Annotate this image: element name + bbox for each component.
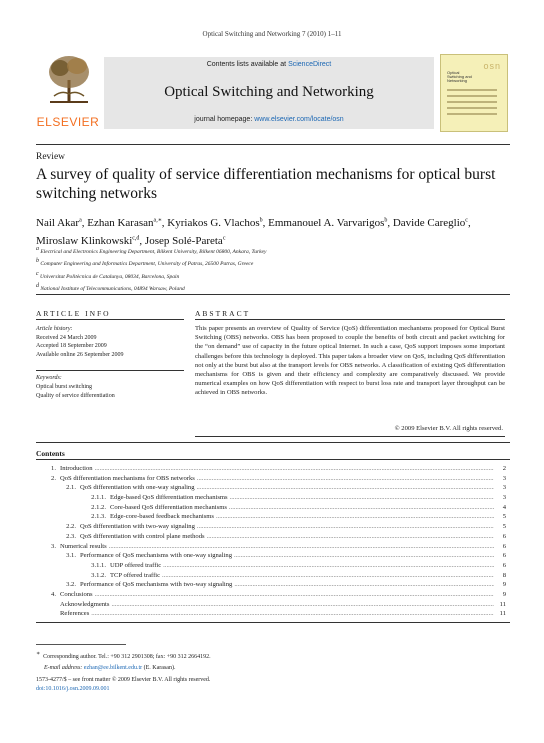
toc-leader [162, 572, 494, 579]
cover-title: Optical Switching and Networking [447, 70, 472, 83]
doi-link[interactable]: doi:10.1016/j.osn.2009.09.001 [36, 686, 110, 692]
affiliation [36, 257, 506, 269]
toc-page-number: 5 [502, 523, 506, 531]
toc-title: QoS differentiation with control plane methods [80, 532, 205, 540]
toc-title: QoS differentiation with two-way signaling [80, 523, 195, 531]
sciencedirect-link[interactable]: ScienceDirect [288, 61, 332, 68]
toc-leader [197, 484, 494, 491]
toc-number: 2.1.3. [91, 513, 106, 521]
keyword: Optical burst switching [36, 384, 92, 390]
toc-number: 3. [51, 542, 56, 550]
author-name: Kyriakos G. Vlachos [167, 216, 260, 229]
article-title: A survey of quality of service differentiation mechanisms for optical burst switching networks [36, 166, 496, 202]
author-name: Miroslaw Klinkowski [36, 235, 133, 248]
divider [36, 294, 510, 295]
divider [36, 442, 510, 443]
toc-leader [230, 494, 494, 501]
toc-page-number: 5 [502, 513, 506, 521]
author-affiliation-mark: c [222, 235, 226, 242]
toc-entry[interactable] [36, 601, 506, 611]
corresponding-author [36, 649, 506, 663]
author-affiliation-mark: a [79, 217, 82, 223]
toc-entry[interactable] [36, 610, 506, 620]
author: Kyriakos G. Vlachos$^b$, [167, 216, 269, 229]
toc-leader [216, 513, 494, 520]
affiliation [36, 270, 506, 282]
elsevier-tree-icon [44, 52, 94, 106]
toc-number: 2. [51, 474, 56, 482]
author-affiliation-mark: b [259, 217, 263, 223]
toc-entry[interactable] [36, 562, 506, 572]
toc-entry[interactable] [36, 591, 506, 601]
affiliation [36, 245, 506, 257]
author-name: Emmanouel A. Varvarigos [268, 216, 385, 229]
author-affiliation-mark: a,∗ [153, 217, 162, 223]
divider [195, 319, 505, 320]
author-affiliation-mark: b [384, 217, 388, 223]
author-name: Ezhan Karasan [87, 216, 154, 229]
author-affiliation-mark: c [465, 217, 468, 223]
author: Davide Careglio$^c$, [392, 216, 471, 229]
toc-page-number: 11 [499, 610, 506, 618]
toc-page-number: 2 [502, 465, 506, 472]
affiliations [36, 245, 506, 294]
affiliation-text: National Institute of Telecommunications, 04894 Warsaw, Poland [39, 285, 185, 292]
toc-leader [111, 601, 494, 608]
affiliation-text: Universitat Politècnica de Catalunya, 08034, Barcelona, Spain [38, 273, 180, 280]
toc-title: Numerical results [60, 542, 107, 550]
email-link[interactable]: ezhan@ee.bilkent.edu.tr [83, 665, 143, 671]
history-received: Received 24 March 2009 [36, 334, 97, 341]
toc-page-number: 9 [502, 581, 506, 589]
toc-number: 3.1.2. [91, 571, 106, 579]
toc-title: Edge-based QoS differentiation mechanisms [110, 494, 228, 502]
footnote-rule [36, 644, 126, 645]
toc-page-number: 4 [502, 503, 506, 511]
toc-number: 2.1.2. [91, 503, 106, 511]
toc-leader [163, 562, 494, 569]
toc-number: 1. [51, 465, 56, 472]
divider [195, 436, 505, 437]
toc-number: 2.1. [66, 484, 76, 492]
author: Emmanouel A. Varvarigos$^b$, [268, 216, 393, 229]
toc-entry[interactable] [36, 475, 506, 485]
author-list [36, 212, 506, 249]
toc-number: 2.2. [66, 523, 76, 531]
divider [36, 144, 510, 145]
affiliation-mark: d [36, 282, 39, 289]
running-header: Optical Switching and Networking 7 (2010) 1–11 [202, 30, 342, 38]
article-type: Review [36, 152, 66, 162]
abstract-text: This paper presents an overview of Quality of Service (QoS) differentiation mechanisms proposed for Optical Burst Switching (OBS) networks. OBS has been proposed to couple the benefits of both circuit and packet switching for the “on demand” use of capacity in the future optical Internet. In such a case, QoS support imposes some important challenges before this technology is deployed. This paper takes a broader view on QoS, including QoS differentiation not only at the burst but also at the transport levels for OBS networks. A classification of existing QoS differentiation mechanisms for OBS is given and their efficiency and complexity are comparatively discussed. We provide numerical examples on how QoS differentiation with respect to burst loss rate and transport layer throughput can be achieved in OBS networks. [195, 325, 505, 397]
toc-page-number: 3 [502, 474, 506, 482]
author-name: Josep Solé-Pareta [144, 235, 223, 248]
toc-entry[interactable] [36, 552, 506, 562]
history-label: Article history: [36, 326, 73, 332]
toc-entry[interactable] [36, 572, 506, 582]
toc-page-number: 6 [502, 542, 506, 550]
article-info-header: ARTICLE INFO [36, 309, 111, 318]
issn: 1573-4277/$ – see front matter © 2009 Elsevier B.V. All rights reserved. [36, 677, 211, 683]
toc-title: Introduction [60, 465, 93, 472]
contents-prefix: Contents lists available at [206, 61, 289, 68]
affiliation [36, 282, 506, 294]
toc-number: 2.1.1. [91, 494, 106, 502]
toc-entry[interactable] [36, 484, 506, 494]
toc-entry[interactable] [36, 504, 506, 514]
toc-title: Acknowledgments [60, 600, 110, 608]
affiliation-text: Computer Engineering and Informatics Department, University of Patras, 26500 Patras, Greece [39, 261, 254, 268]
toc-number: 3.1. [66, 552, 76, 560]
affiliation-mark: c [36, 270, 39, 277]
cover-logo: osn [483, 61, 501, 71]
toc-page-number: 8 [502, 571, 506, 579]
affiliation-mark: b [36, 258, 39, 265]
keyword: Quality of service differentiation [36, 393, 115, 399]
history-online: Available online 26 September 2009 [36, 351, 124, 358]
divider [36, 622, 510, 623]
author: Ezhan Karasan$^{a,∗}$, [87, 216, 168, 229]
toc-number: 3.1.1. [91, 561, 106, 569]
table-of-contents [36, 465, 506, 620]
toc-page-number: 6 [502, 552, 506, 560]
journal-name: Optical Switching and Networking [164, 84, 374, 100]
toc-number: 2.3. [66, 532, 76, 540]
history-accepted: Accepted 18 September 2009 [36, 343, 107, 349]
toc-leader [197, 475, 494, 482]
toc-leader [91, 610, 494, 617]
toc-leader [197, 523, 494, 530]
contents-available [104, 61, 434, 68]
toc-entry[interactable] [36, 581, 506, 591]
toc-leader [109, 543, 494, 550]
toc-title: Edge-core-based feedback mechanisms [110, 513, 214, 521]
toc-entry[interactable] [36, 494, 506, 504]
email-label: E-mail address: [44, 665, 83, 671]
toc-leader [229, 504, 494, 511]
toc-title: Conclusions [60, 590, 93, 598]
affiliation-text: Electrical and Electronics Engineering Department, Bilkent University, Bilkent 06800, Ankara, Turkey [39, 248, 267, 255]
toc-title: UDP offered traffic [110, 561, 162, 569]
author-affiliation-mark: c,d [132, 235, 140, 242]
toc-page-number: 6 [502, 561, 506, 569]
homepage-link[interactable]: www.elsevier.com/locate/osn [254, 116, 344, 123]
toc-entry[interactable] [36, 513, 506, 523]
footnote-marker: ∗ [36, 651, 41, 657]
toc-title: QoS differentiation mechanisms for OBS networks [60, 474, 195, 482]
email-suffix: (E. Karasan). [143, 665, 176, 671]
toc-page-number: 11 [499, 600, 506, 608]
journal-homepage [104, 116, 434, 123]
footnote [36, 649, 506, 674]
abstract-header: ABSTRACT [195, 309, 251, 318]
copyright: © 2009 Elsevier B.V. All rights reserved. [394, 425, 503, 432]
toc-title: References [60, 610, 90, 618]
author-name: Nail Akar [36, 216, 80, 229]
author: Miroslaw Klinkowski$^{c,d}$, [36, 235, 145, 248]
author: Nail Akar$^a$, [36, 216, 88, 229]
divider [36, 370, 184, 371]
toc-page-number: 3 [502, 484, 506, 492]
toc-leader [234, 581, 494, 588]
toc-leader [95, 465, 494, 472]
toc-leader [95, 591, 494, 598]
email-line [36, 663, 506, 674]
divider [36, 459, 510, 460]
toc-page-number: 9 [502, 590, 506, 598]
keywords-label: Keywords: [36, 375, 62, 381]
toc-number: 4. [51, 590, 56, 598]
toc-title: Core-based QoS differentiation mechanisms [110, 503, 227, 511]
toc-title: QoS differentiation with one-way signaling [80, 484, 195, 492]
footnote-text: Corresponding author. Tel.: +90 312 2901308; fax: +90 312 2664192. [43, 654, 211, 660]
journal-cover [440, 54, 508, 132]
toc-leader [207, 533, 494, 540]
toc-leader [234, 552, 494, 559]
author-name: Davide Careglio [392, 216, 466, 229]
keywords [36, 374, 186, 401]
toc-page-number: 3 [502, 494, 506, 502]
toc-entry[interactable] [36, 533, 506, 543]
article-history [36, 325, 186, 359]
cover-decoration [447, 89, 497, 119]
homepage-prefix: journal homepage: [194, 116, 255, 123]
toc-entry[interactable] [36, 465, 506, 475]
toc-entry[interactable] [36, 523, 506, 533]
toc-entry[interactable] [36, 543, 506, 553]
toc-title: TCP offered traffic [110, 571, 161, 579]
toc-number: 3.2. [66, 581, 76, 589]
publisher-name: ELSEVIER [36, 115, 100, 129]
issn-line [36, 676, 506, 694]
toc-page-number: 6 [502, 532, 506, 540]
toc-title: Performance of QoS mechanisms with one-way signaling [80, 552, 232, 560]
divider [36, 319, 184, 320]
toc-title: Performance of QoS mechanisms with two-way signaling [80, 581, 233, 589]
contents-header: Contents [36, 449, 65, 458]
affiliation-mark: a [36, 246, 39, 252]
